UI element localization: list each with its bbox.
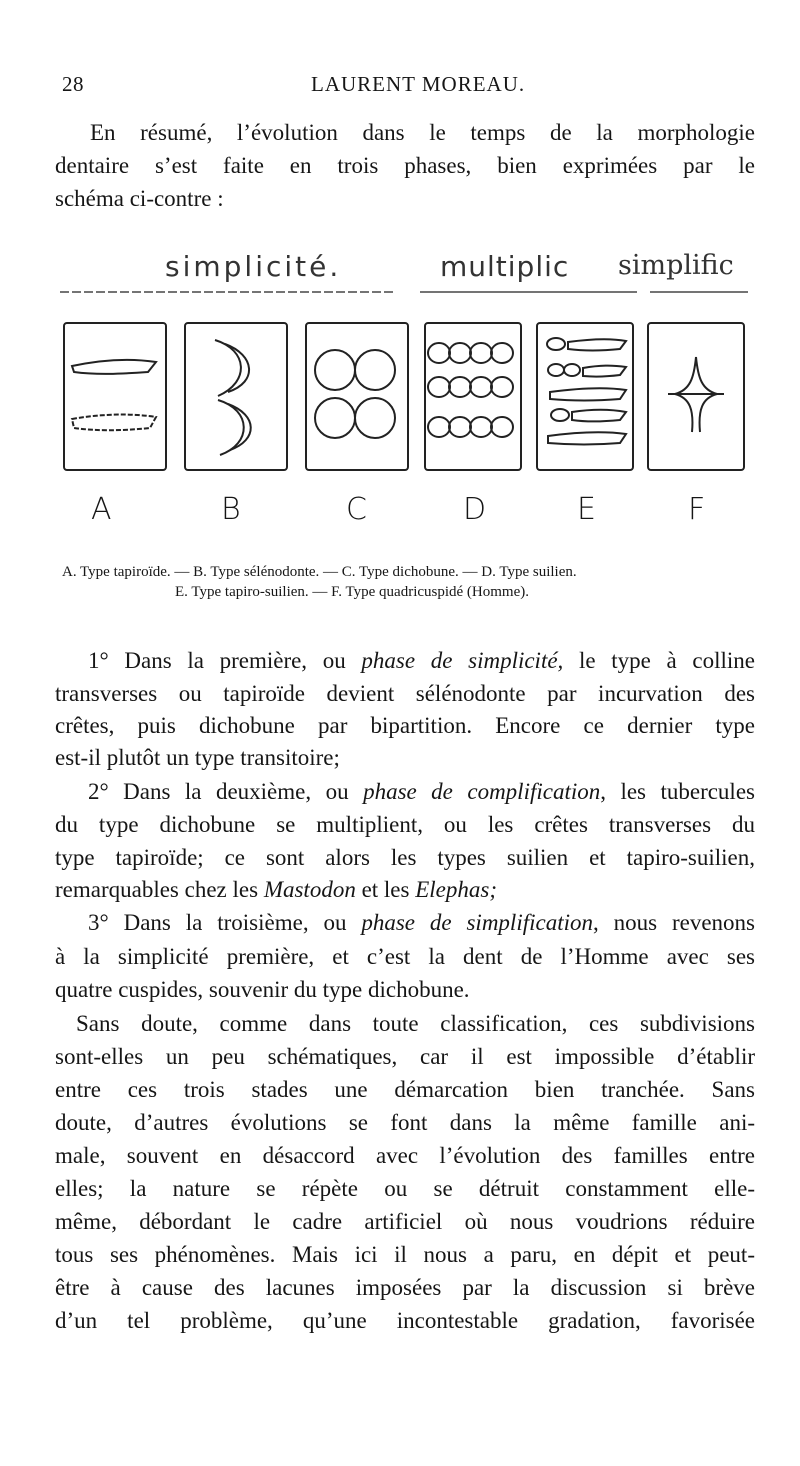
text-line: crêtes, puis dichobune par bipartition. Encore ce dernier type [55, 713, 755, 738]
figure-caption-line1: A. Type tapiroïde. — B. Type sélénodonte. — C. Type dichobune. — D. Type suilien. [62, 564, 577, 580]
text-line: type tapiroïde; ce sont alors les types suilien et tapiro-suilien, [55, 845, 755, 870]
tooth-b-selenodont [185, 323, 287, 470]
phase-label-simplification: simplific [618, 250, 734, 281]
tooth-f-quadricuspid [648, 323, 744, 470]
page-number: 28 [62, 72, 84, 96]
text-line: elles; la nature se répète ou se détruit constamment elle- [55, 1176, 755, 1201]
text-line: à la simplicité première, et c’est la dent de l’Homme avec ses [55, 944, 755, 969]
text-line: doute, d’autres évolutions se font dans la même famille ani- [55, 1110, 755, 1135]
figure-caption-line2: E. Type tapiro-suilien. — F. Type quadricuspidé (Homme). [175, 584, 529, 600]
figure-letter-b: B [221, 492, 241, 527]
text-line: est-il plutôt un type transitoire; [55, 745, 340, 770]
tooth-a-tapiroid [64, 323, 166, 470]
figure-letter-f: F [688, 492, 706, 527]
text-line: schéma ci-contre : [55, 186, 224, 211]
figure-letter-c: C [346, 492, 367, 527]
text-line: remarquables chez les Mastodon et les Elephas; [55, 877, 497, 902]
figure-letter-d: D [463, 492, 487, 527]
text-line: 3° Dans la troisième, ou phase de simplification, nous revenons [88, 910, 756, 935]
text-line: transverses ou tapiroïde devient sélénodonte par incurvation des [55, 681, 755, 706]
figure-letter-a: A [91, 492, 112, 527]
text-line: du type dichobune se multiplient, ou les crêtes transverses du [55, 812, 755, 837]
text-line: dentaire s’est faite en trois phases, bien exprimées par le [55, 153, 755, 178]
text-line: entre ces trois stades une démarcation bien tranchée. Sans [55, 1077, 755, 1102]
tooth-d-suilien [425, 323, 521, 470]
text-line: être à cause des lacunes imposées par la discussion si brève [55, 1275, 755, 1300]
text-line: Sans doute, comme dans toute classification, ces subdivisions [76, 1011, 755, 1036]
phase-label-multiplication: multiplic [440, 250, 570, 283]
text-line: même, débordant le cadre artificiel où nous voudrions réduire [55, 1209, 755, 1234]
text-line: 2° Dans la deuxième, ou phase de complification, les tubercules [88, 779, 755, 804]
text-line: d’un tel problème, qu’une incontestable gradation, favorisée [55, 1308, 755, 1333]
tooth-e-tapiro-suilien [537, 323, 633, 470]
tooth-schema-drawing [0, 0, 800, 560]
text-line: 1° Dans la première, ou phase de simplicité, le type à colline [88, 648, 755, 673]
text-line: En résumé, l’évolution dans le temps de la morphologie [90, 120, 755, 145]
phase-label-simplicity: simplicité. [165, 250, 342, 283]
text-line: quatre cuspides, souvenir du type dichobune. [55, 977, 470, 1002]
tooth-c-dichobune [306, 323, 408, 470]
text-line: sont-elles un peu schématiques, car il est impossible d’établir [55, 1044, 755, 1069]
text-line: male, souvent en désaccord avec l’évolution des familles entre [55, 1143, 755, 1168]
figure-letter-e: E [577, 492, 596, 527]
running-head-author: LAURENT MOREAU. [311, 72, 526, 96]
text-line: tous ses phénomènes. Mais ici il nous a paru, en dépit et peut- [55, 1242, 755, 1267]
